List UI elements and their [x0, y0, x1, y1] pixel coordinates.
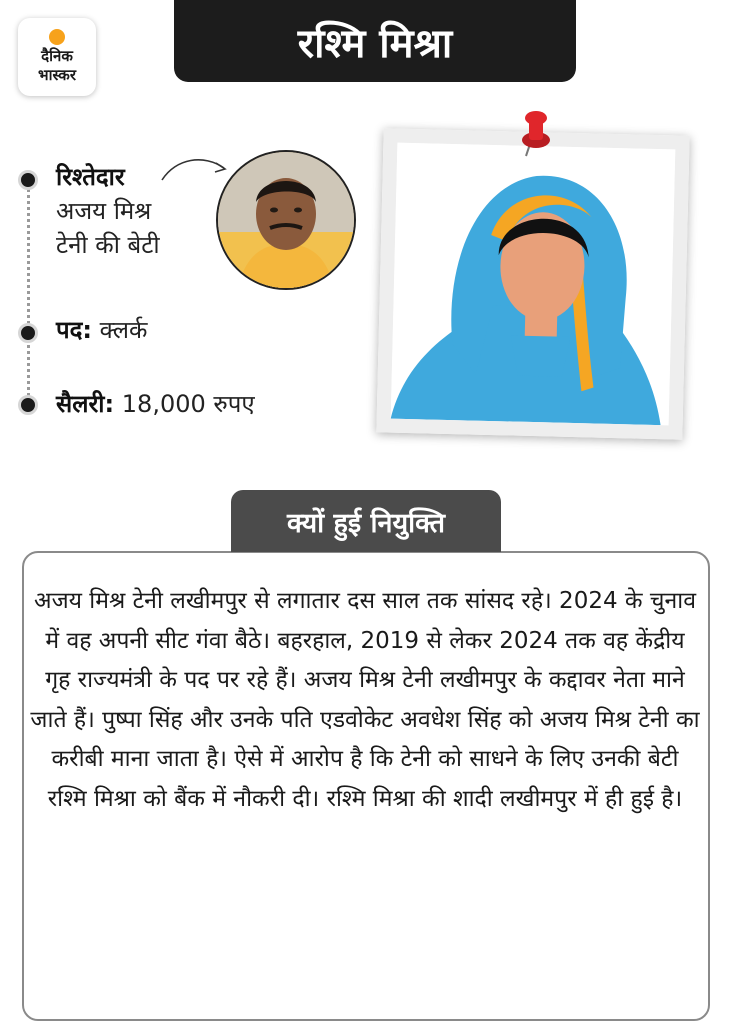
timeline-bullet-icon — [18, 395, 38, 415]
logo-text-line2: भास्कर — [38, 66, 76, 84]
relation-block — [56, 160, 160, 262]
timeline-bullet-icon — [18, 323, 38, 343]
post-label: पद: — [56, 316, 92, 344]
logo-text-line1: दैनिक — [41, 47, 73, 65]
push-pin-icon — [512, 108, 556, 160]
relation-label: रिश्तेदार — [56, 163, 125, 191]
relation-value-line1: अजय मिश्र — [56, 197, 152, 225]
woman-silhouette-icon — [391, 143, 676, 426]
relative-avatar — [216, 150, 356, 290]
post-value: क्लर्क — [99, 316, 148, 344]
section-heading-tab — [231, 490, 501, 552]
page-title — [174, 0, 576, 82]
page-title-text: रश्मि मिश्रा — [297, 20, 453, 67]
salary-row — [56, 387, 255, 421]
logo-dot-icon — [49, 29, 65, 45]
person-portrait-icon — [218, 152, 354, 288]
salary-value: 18,000 रुपए — [121, 390, 255, 418]
post-row — [56, 313, 147, 347]
brand-logo — [18, 18, 96, 96]
timeline-bullet-icon — [18, 170, 38, 190]
curved-arrow-icon — [158, 150, 234, 190]
section-heading: क्यों हुई नियुक्ति — [287, 507, 445, 539]
explanation-text: अजय मिश्र टेनी लखीमपुर से लगातार दस साल तक सांसद रहे। 2024 के चुनाव में वह अपनी सीट गंवा बैठे। बहरहाल, 2019 से लेकर 2024 तक वह केंद्रीय गृह राज्यमंत्री के पद पर रहे हैं। अजय मिश्र टेनी लखीमपुर के कद्दावर नेता माने जाते हैं। पुष्पा सिंह और उनके पति एडवोकेट अवधेश सिंह को अजय मिश्र टेनी का करीबी माना जाता है। ऐसे में आरोप है कि टेनी को साधने के लिए उनकी बेटी रश्मि मिश्रा को बैंक में नौकरी दी। रश्मि मिश्रा की शादी लखीमपुर में ही हुई है। — [30, 588, 700, 812]
pinned-photo-frame — [376, 128, 689, 439]
salary-label: सैलरी: — [56, 390, 115, 418]
relation-value-line2: टेनी की बेटी — [56, 231, 160, 259]
timeline-dotted-line — [27, 178, 30, 408]
